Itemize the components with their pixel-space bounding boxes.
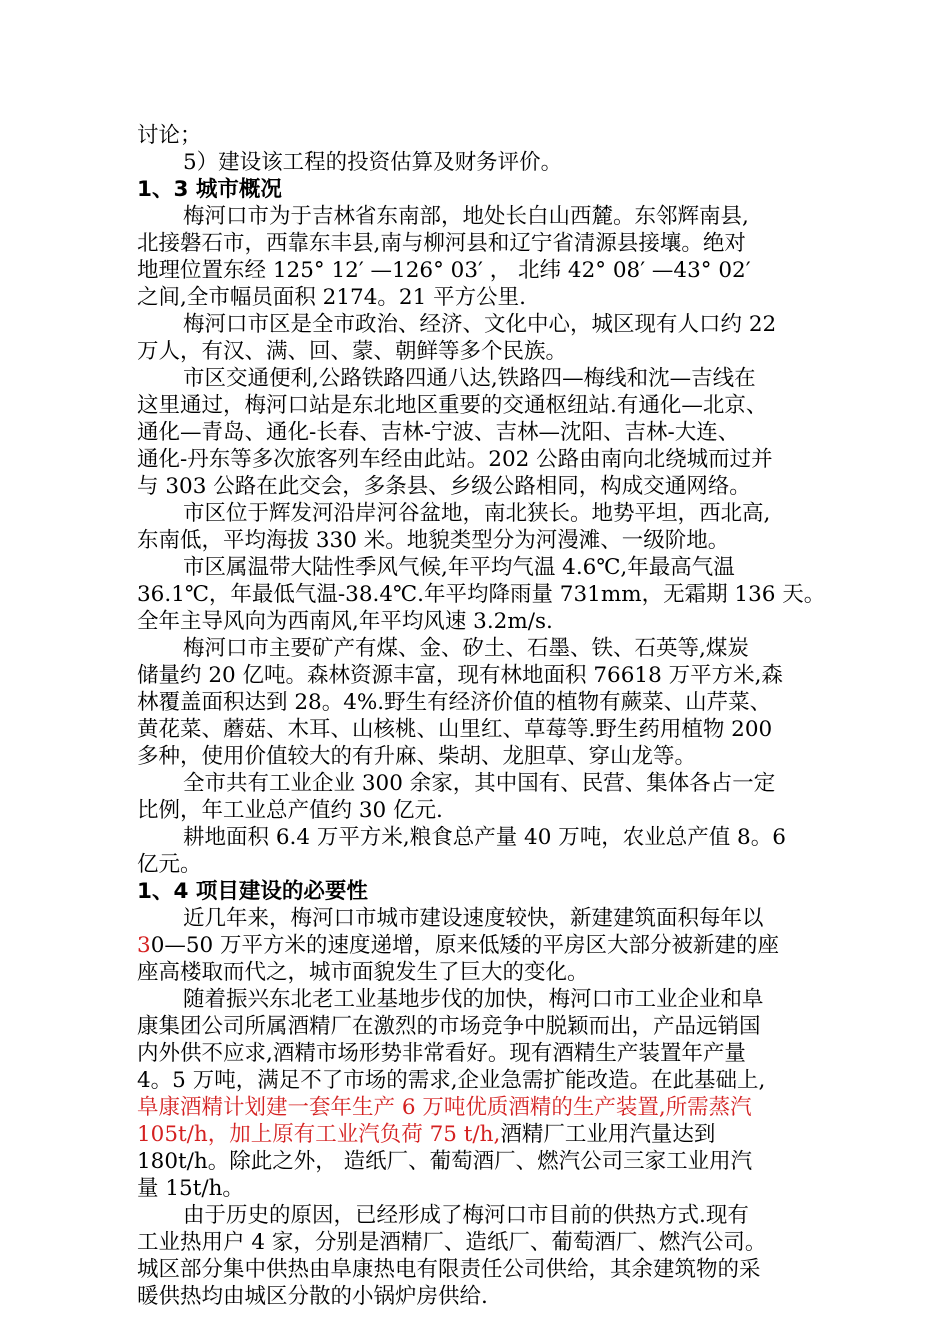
paragraph-line: 梅河口市为于吉林省东南部，地处长白山西麓。东邻辉南县, (183, 204, 749, 229)
paragraph-line: 通化—青岛、通化-长春、吉林-宁波、吉林—沈阳、吉林-大连、 (137, 420, 740, 445)
paragraph-line: 比例，年工业总产值约 30 亿元. (137, 798, 443, 823)
paragraph-line: 梅河口市区是全市政治、经济、文化中心，城区现有人口约 22 (183, 312, 777, 337)
paragraph-line: 多种，使用价值较大的有升麻、柴胡、龙胆草、穿山龙等。 (137, 744, 697, 769)
highlighted-text: 105t/h，加上原有工业汽负荷 75 t/h, (137, 1122, 501, 1147)
paragraph-line: 180t/h。除此之外， 造纸厂、葡萄酒厂、燃汽公司三家工业用汽 (137, 1149, 753, 1174)
paragraph-line: 与 303 公路在此交会，多条县、乡级公路相同，构成交通网络。 (137, 474, 751, 499)
paragraph-line: 量 15t/h。 (137, 1176, 244, 1201)
paragraph-line: 地理位置东经 125° 12′ —126° 03′ ， 北纬 42° 08′ —43° 02′ (137, 258, 751, 283)
paragraph-line: 市区交通便利,公路铁路四通八达,铁路四—梅线和沈—吉线在 (183, 366, 756, 391)
paragraph-line: 近几年来，梅河口市城市建设速度较快，新建建筑面积每年以 (183, 906, 764, 931)
paragraph-line: 北接磐石市，西靠东丰县,南与柳河县和辽宁省清源县接壤。绝对 (137, 231, 746, 256)
paragraph-line: 4。5 万吨，满足不了市场的需求,企业急需扩能改造。在此基础上, (137, 1068, 766, 1093)
section-heading-1-4: 1、4 项目建设的必要性 (137, 879, 368, 904)
text-line: 讨论； (137, 123, 202, 148)
paragraph-line: 内外供不应求,酒精市场形势非常看好。现有酒精生产装置年产量 (137, 1041, 746, 1066)
paragraph-line: 全年主导风向为西南风,年平均风速 3.2m/s. (137, 609, 553, 634)
highlighted-line: 阜康酒精计划建一套年生产 6 万吨优质酒精的生产装置,所需蒸汽 (137, 1095, 752, 1120)
paragraph-line: 林覆盖面积达到 28。4%.野生有经济价值的植物有蕨菜、山芹菜、 (137, 690, 772, 715)
paragraph-line: 由于历史的原因，已经形成了梅河口市目前的供热方式.现有 (183, 1203, 749, 1228)
paragraph-line: 之间,全市幅员面积 2174。21 平方公里. (137, 285, 526, 310)
paragraph-line: 市区属温带大陆性季风气候,年平均气温 4.6℃,年最高气温 (183, 555, 735, 580)
paragraph-line: 万人，有汉、满、回、蒙、朝鲜等多个民族。 (137, 339, 568, 364)
paragraph-line: 全市共有工业企业 300 余家，其中国有、民营、集体各占一定 (183, 771, 776, 796)
paragraph-line: 黄花菜、蘑菇、木耳、山核桃、山里红、草莓等.野生药用植物 200 (137, 717, 773, 742)
text-run: 0—50 万平方米的速度递增，原来低矮的平房区大部分被新建的座 (150, 933, 780, 958)
paragraph-line: 随着振兴东北老工业基地步伐的加快，梅河口市工业企业和阜 (183, 987, 764, 1012)
paragraph-line: 这里通过，梅河口站是东北地区重要的交通枢纽站.有通化—北京、 (137, 393, 768, 418)
paragraph-line: 康集团公司所属酒精厂在激烈的市场竞争中脱颖而出，产品远销国 (137, 1014, 761, 1039)
paragraph-line: 梅河口市主要矿产有煤、金、矽土、石墨、铁、石英等,煤炭 (183, 636, 749, 661)
text-run: 酒精厂工业用汽量达到 (500, 1122, 716, 1147)
highlighted-text: 3 (137, 933, 151, 958)
paragraph-line: 暖供热均由城区分散的小锅炉房供给. (137, 1284, 488, 1309)
paragraph-line: 东南低，平均海拔 330 米。地貌类型分为河漫滩、一级阶地。 (137, 528, 730, 553)
paragraph-line: 通化-丹东等多次旅客列车经由此站。202 公路由南向北绕城而过并 (137, 447, 773, 472)
document-page (137, 122, 837, 1310)
paragraph-line: 座高楼取而代之，城市面貌发生了巨大的变化。 (137, 960, 589, 985)
list-item-5: 5）建设该工程的投资估算及财务评价。 (183, 150, 563, 175)
section-heading-1-3: 1、3 城市概况 (137, 177, 282, 202)
paragraph-line: 城区部分集中供热由阜康热电有限责任公司供给，其余建筑物的采 (137, 1257, 761, 1282)
paragraph-line: 亿元。 (137, 852, 202, 877)
paragraph-line (137, 1121, 837, 1148)
paragraph-line: 储量约 20 亿吨。森林资源丰富，现有林地面积 76618 万平方米,森 (137, 663, 783, 688)
paragraph-line: 市区位于辉发河沿岸河谷盆地，南北狭长。地势平坦，西北高, (183, 501, 771, 526)
paragraph-line: 耕地面积 6.4 万平方米,粮食总产量 40 万吨，农业总产值 8。6 (183, 825, 786, 850)
paragraph-line (137, 932, 837, 959)
paragraph-line: 36.1℃，年最低气温-38.4℃.年平均降雨量 731mm，无霜期 136 天。 (137, 582, 826, 607)
paragraph-line: 工业热用户 4 家，分别是酒精厂、造纸厂、葡萄酒厂、燃汽公司。 (137, 1230, 767, 1255)
